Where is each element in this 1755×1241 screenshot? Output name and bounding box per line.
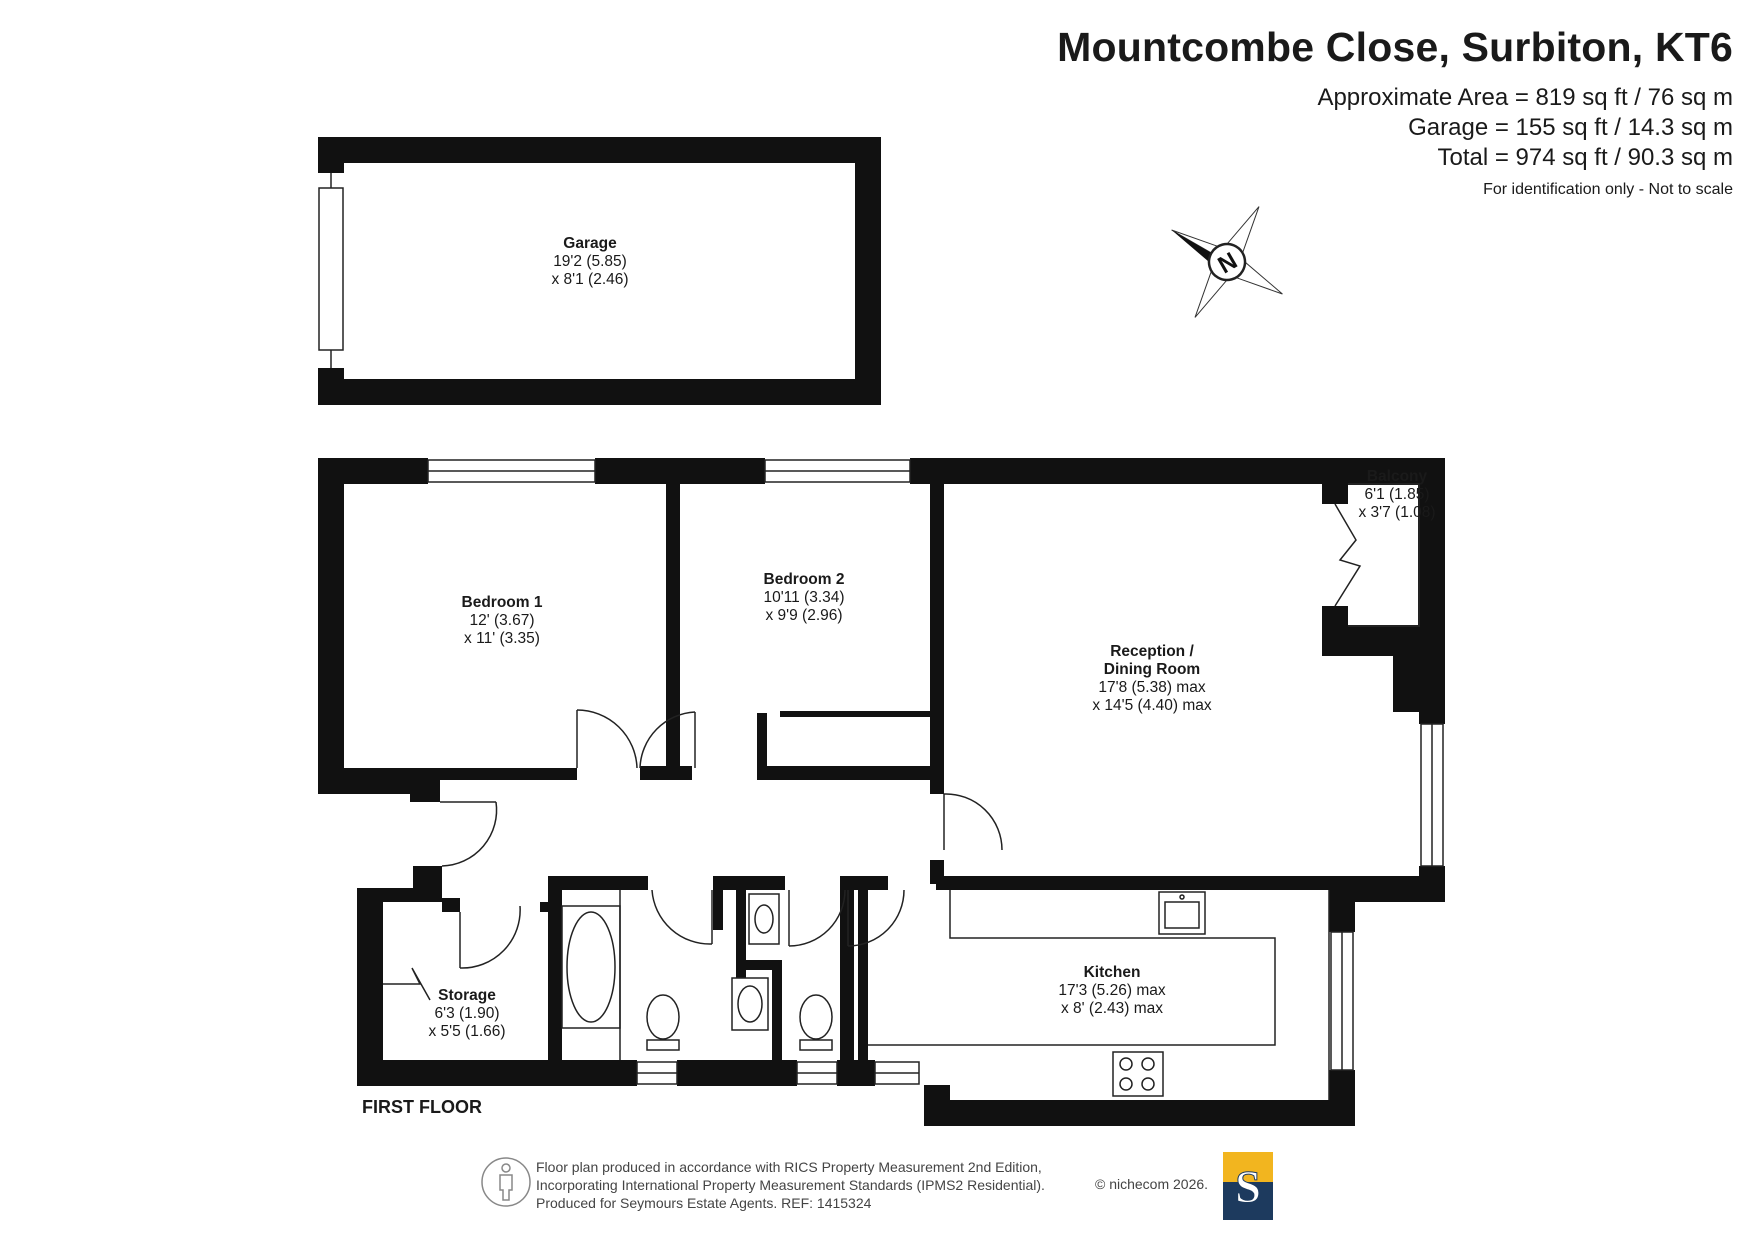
- room-name: Balcony: [1366, 468, 1428, 485]
- room-label-kitchen: [1058, 964, 1165, 1018]
- page-title: Mountcombe Close, Surbiton, KT6: [1057, 24, 1733, 70]
- area-approx: Approximate Area = 819 sq ft / 76 sq m: [1317, 84, 1733, 111]
- footer-line: Incorporating International Property Measurement Standards (IPMS2 Residential).: [536, 1177, 1045, 1193]
- room-dim: x 8' (2.43) max: [1060, 1000, 1164, 1017]
- room-name: Storage: [438, 987, 496, 1004]
- footer-line: Floor plan produced in accordance with RICS Property Measurement 2nd Edition,: [536, 1159, 1042, 1175]
- area-garage: Garage = 155 sq ft / 14.3 sq m: [1408, 114, 1733, 141]
- copyright: © nichecom 2026.: [1095, 1176, 1209, 1192]
- room-label-bedroom-2: [763, 571, 844, 625]
- room-dim: 17'8 (5.38) max: [1098, 679, 1206, 696]
- room-label-bedroom-1: [462, 594, 543, 648]
- footer-line: Produced for Seymours Estate Agents. REF: 1415324: [536, 1195, 872, 1211]
- room-dim: x 14'5 (4.40) max: [1092, 697, 1212, 714]
- room-dim: 6'3 (1.90): [434, 1005, 500, 1022]
- room-dim: 19'2 (5.85): [553, 253, 627, 270]
- kitchen-hob: [1113, 1052, 1163, 1096]
- room-dim: x 5'5 (1.66): [428, 1023, 506, 1040]
- room-dim: 12' (3.67): [469, 612, 535, 629]
- room-label-balcony: [1358, 468, 1435, 522]
- room-dim: 6'1 (1.85): [1364, 486, 1430, 503]
- room-dim: x 8'1 (2.46): [551, 271, 629, 288]
- room-dim: 10'11 (3.34): [763, 589, 845, 606]
- room-label-garage: [551, 235, 628, 289]
- bathroom-fixtures: [562, 890, 832, 1060]
- room-label-storage: [428, 987, 505, 1041]
- room-name: Garage: [563, 235, 617, 252]
- seymours-logo: [1223, 1152, 1273, 1220]
- person-scale-icon: [482, 1158, 530, 1206]
- room-dim: x 11' (3.35): [464, 630, 540, 647]
- room-dim: 17'3 (5.26) max: [1058, 982, 1166, 999]
- room-name: Bedroom 2: [763, 571, 845, 588]
- room-dim: x 9'9 (2.96): [765, 607, 843, 624]
- room-name: Bedroom 1: [461, 594, 543, 611]
- door-swings: [383, 504, 1360, 1000]
- room-name: Reception /: [1110, 643, 1194, 660]
- floor-label: FIRST FLOOR: [362, 1097, 482, 1117]
- footer-text: [536, 1158, 1045, 1212]
- compass-north-label: N: [1213, 247, 1243, 280]
- kitchen-sink: [1159, 892, 1205, 934]
- disclaimer: For identification only - Not to scale: [1483, 181, 1733, 198]
- room-label-reception: [1092, 643, 1211, 715]
- area-total: Total = 974 sq ft / 90.3 sq m: [1437, 144, 1733, 171]
- room-name: Dining Room: [1103, 661, 1201, 678]
- room-name: Kitchen: [1083, 964, 1141, 981]
- logo-letter: S: [1235, 1161, 1261, 1212]
- room-dim: x 3'7 (1.08): [1358, 504, 1436, 521]
- garage-door: [319, 173, 343, 368]
